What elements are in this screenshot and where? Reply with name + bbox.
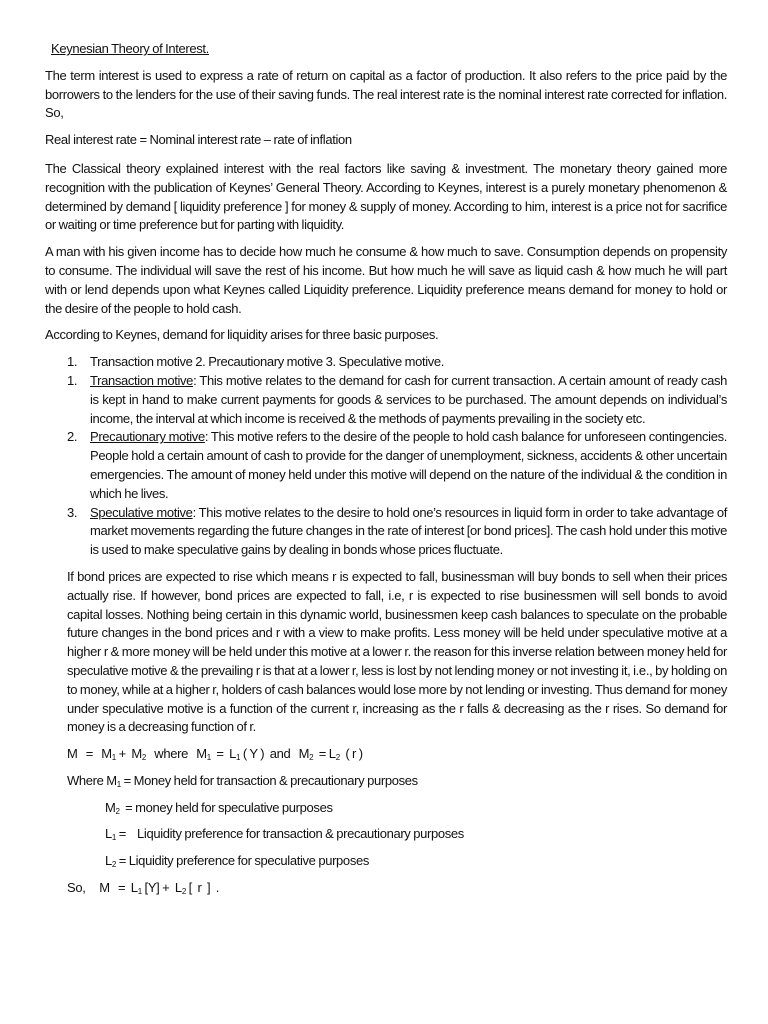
- intro-paragraph: The term interest is used to express a rate of return on capital as a factor of production. It also refers to the price paid by the borrowers to the lenders for the use of their saving funds. The real interest rate is the nominal interest rate corrected for inflation. So,: [45, 67, 727, 121]
- purposes-intro: According to Keynes, demand for liquidity arises for three basic purposes.: [45, 327, 439, 343]
- definition-l2: $L_2$ = Liquidity preference for speculative purposes: [105, 853, 369, 870]
- list-number: 1.: [67, 372, 78, 388]
- list-heading: Precautionary motive: [90, 429, 205, 445]
- list-number: 3.: [67, 504, 78, 520]
- list-heading: Speculative motive: [90, 504, 193, 520]
- list-text: : This motive refers to the desire of the people to hold cash balance for unforeseen contingencies. People hold a certain amount of cash to provide for the danger of unemployment, sickness, accidents & other uncertain emergencies. The amount of money held under this motive will depend on the nature of the individual & the condition in which he lives.: [90, 429, 727, 501]
- list-text: Transaction motive 2. Precautionary motive 3. Speculative motive.: [90, 354, 445, 370]
- real-rate-formula: Real interest rate = Nominal interest rate – rate of inflation: [45, 132, 352, 148]
- list-heading: Transaction motive: [90, 372, 194, 388]
- list-item: [45, 428, 727, 503]
- list-item: [45, 353, 727, 372]
- list-text: : This motive relates to the desire to hold one’s resources in liquid form in order to take advantage of market movements regarding the future changes in the rate of interest [or bond prices]. The cash hold under this motive is used to make speculative gains by dealing in bonds whose prices fluctuate.: [90, 504, 727, 558]
- document-title: Keynesian Theory of Interest.: [51, 41, 209, 56]
- bond-prices-paragraph: If bond prices are expected to rise which means r is expected to fall, businessman will buy bonds to sell when their prices actually rise. If however, bond prices are expected to fall, i.e, r is expected to rise businessmen will sell bonds to avoid capital losses. Nothing being certain in this dynamic world, businessmen keep cash balances to speculate on the probable future changes in the bond prices and r with a view to make profits. Less money will be held under speculative motive at a higher r & more money will be held under this motive at a lower r. the reason for this inverse relation between money held for speculative motive & the prevailing r is that at a lower r, less is lost by not lending money or not investing it, i.e., by holding on to money, while at a higher r, holders of cash balances would lose more by not lending or investing. Thus demand for money under speculative motive is a function of the current r, increasing as the r falls & decreasing as the r rises. So demand for money is a decreasing function of r.: [67, 568, 727, 735]
- definition-m1: Where $M_1$ = Money held for transaction & precautionary purposes: [67, 772, 418, 789]
- list-item: [45, 504, 727, 560]
- definition-l1: $L_1$ = Liquidity preference for transaction & precautionary purposes: [105, 826, 464, 843]
- list-number: 1.: [67, 354, 78, 370]
- list-number: 2.: [67, 429, 78, 445]
- document-page: [45, 40, 727, 906]
- liquidity-preference-paragraph: A man with his given income has to decide how much he consume & how much to save. Consumption depends on propensity to consume. The individual will save the rest of his income. But how much he will save as liquid cash & how much he will part with or lend depends upon what Keynes called Liquidity preference. Liquidity preference means demand for money to hold or the desire of the people to hold cash.: [45, 244, 727, 316]
- list-item: [45, 372, 727, 428]
- definition-m2: $M_2$ = money held for speculative purposes: [105, 799, 333, 816]
- final-equation: So, $M = L_1$ $[Y] + L_2$ [ r ] .: [67, 880, 220, 897]
- classical-theory-paragraph: The Classical theory explained interest with the real factors like saving & investment. The monetary theory gained more recognition with the publication of Keynes’ General Theory. According to Keynes, interest is a purely monetary phenomenon & determined by demand [ liquidity preference ] for money & supply of money. According to him, interest is a price not for sacrifice or waiting or time preference but for parting with liquidity.: [45, 160, 727, 233]
- money-demand-equation: $M = M_1 + M_2$ where $M_1 = L_1$ ( Y ) and $M_2 = L_2$ ( r ): [67, 746, 363, 763]
- list-text: : This motive relates to the demand for cash for current transaction. A certain amount of ready cash is kept in hand to make current payments for goods & services to be purchased. The amount depends on individual’s income, the interval at which income is received & the methods of payments prevailing in the society etc.: [90, 372, 727, 426]
- motives-list: [45, 353, 727, 560]
